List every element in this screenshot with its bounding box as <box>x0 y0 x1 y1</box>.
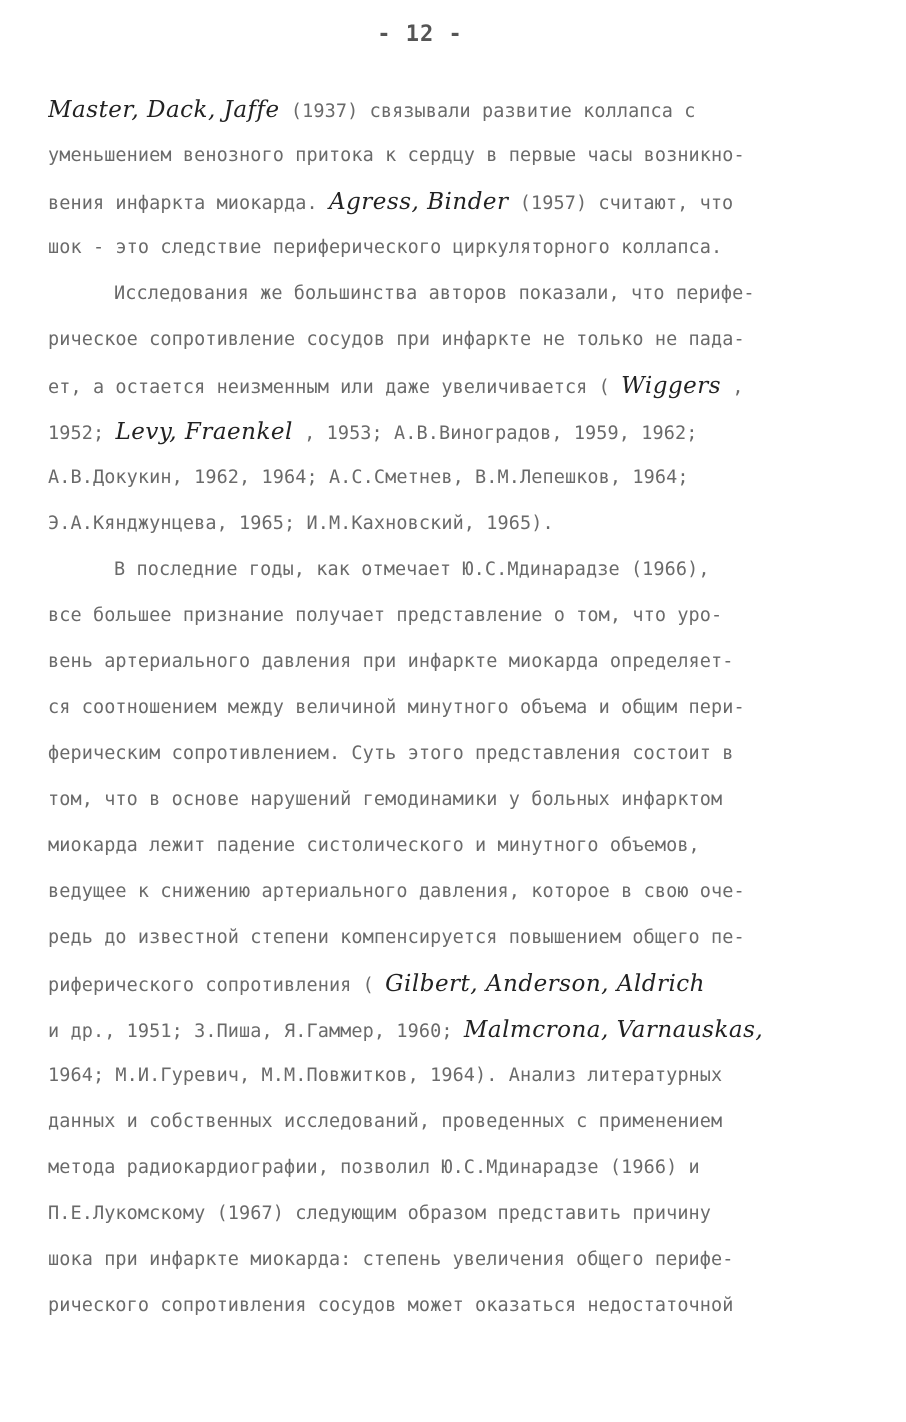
text-line <box>48 639 848 685</box>
text-line <box>48 1237 848 1283</box>
text-line <box>48 87 848 133</box>
typed-text: шок - это следствие периферического циркуляторного коллапса. <box>48 237 723 258</box>
paragraph-first-line <box>48 547 848 593</box>
body-text <box>48 87 848 1329</box>
handwritten-names: Wiggers <box>621 373 722 399</box>
text-line <box>48 225 848 271</box>
typed-text: миокарда лежит падение систолического и минутного объемов, <box>48 835 700 856</box>
text-line <box>48 179 848 225</box>
handwritten-names: Agress, Binder <box>328 189 509 215</box>
typed-text: данных и собственных исследований, проведенных с применением <box>48 1111 723 1132</box>
typed-text: вения инфаркта миокарда. <box>48 193 329 214</box>
page-number: - 12 - <box>377 22 463 47</box>
text-line <box>48 593 848 639</box>
text-line <box>48 1191 848 1237</box>
typed-text: , 1953; А.В.Виноградов, 1959, 1962; <box>292 423 698 444</box>
text-line <box>48 685 848 731</box>
typed-text: 1952; <box>48 423 116 444</box>
text-line <box>48 777 848 823</box>
typed-text: 1964; М.И.Гуревич, М.М.Повжитков, 1964). Анализ литературных <box>48 1065 723 1086</box>
typed-text: (1937) связывали развитие коллапса с <box>279 101 696 122</box>
typed-text: рического сопротивления сосудов может оказаться недостаточной <box>48 1295 734 1316</box>
text-line <box>48 1053 848 1099</box>
typed-text: метода радиокардиографии, позволил Ю.С.Мдинарадзе (1966) и <box>48 1157 700 1178</box>
text-line <box>48 1145 848 1191</box>
text-line <box>48 409 848 455</box>
typed-text: ферическим сопротивлением. Суть этого представления состоит в <box>48 743 734 764</box>
text-line <box>48 1007 848 1053</box>
typed-text: редь до известной степени компенсируется повышением общего пе- <box>48 927 745 948</box>
typed-text: рическое сопротивление сосудов при инфаркте не только не пада- <box>48 329 745 350</box>
typed-text: П.Е.Лукомскому (1967) следующим образом представить причину <box>48 1203 712 1224</box>
typed-text: шока при инфаркте миокарда: степень увеличения общего перифе- <box>48 1249 734 1270</box>
typed-text: ведущее к снижению артериального давления, которое в свою оче- <box>48 881 745 902</box>
typed-text: том, что в основе нарушений гемодинамики у больных инфарктом <box>48 789 723 810</box>
typed-text: и др., 1951; З.Пиша, Я.Гаммер, 1960; <box>48 1021 464 1042</box>
text-line <box>48 501 848 547</box>
text-line <box>48 363 848 409</box>
text-line <box>48 455 848 501</box>
paragraph-first-line <box>48 271 848 317</box>
typed-text: ся соотношением между величиной минутного объема и общим пери- <box>48 697 745 718</box>
text-line <box>48 1099 848 1145</box>
text-line <box>48 869 848 915</box>
typed-text: вень артериального давления при инфаркте миокарда определяет- <box>48 651 734 672</box>
typed-text: ет, а остается неизменным или даже увеличивается ( <box>48 377 622 398</box>
typed-text: А.В.Докукин, 1962, 1964; А.С.Сметнев, В.М.Лепешков, 1964; <box>48 467 689 488</box>
text-line <box>48 133 848 179</box>
handwritten-names: Levy, Fraenkel <box>115 419 293 445</box>
typed-text: Исследования же большинства авторов показали, что перифе- <box>114 283 755 304</box>
typed-text: Э.А.Кянджунцева, 1965; И.М.Кахновский, 1965). <box>48 513 554 534</box>
handwritten-names: Gilbert, Anderson, Aldrich <box>385 971 705 997</box>
typed-text: все большее признание получает представление о том, что уро- <box>48 605 723 626</box>
typed-text: В последние годы, как отмечает Ю.С.Мдинарадзе (1966), <box>114 559 710 580</box>
text-line <box>48 961 848 1007</box>
typed-text: (1957) считают, что <box>508 193 734 214</box>
text-line <box>48 823 848 869</box>
typed-text: риферического сопротивления ( <box>48 975 386 996</box>
text-line <box>48 1283 848 1329</box>
typed-text: уменьшением венозного притока к сердцу в первые часы возникно- <box>48 145 745 166</box>
typed-text: , <box>721 377 744 398</box>
handwritten-names: Master, Dack, Jaffe <box>48 97 280 123</box>
handwritten-names: Malmcrona, Varnauskas, <box>463 1017 764 1043</box>
text-line <box>48 915 848 961</box>
text-line <box>48 731 848 777</box>
text-line <box>48 317 848 363</box>
